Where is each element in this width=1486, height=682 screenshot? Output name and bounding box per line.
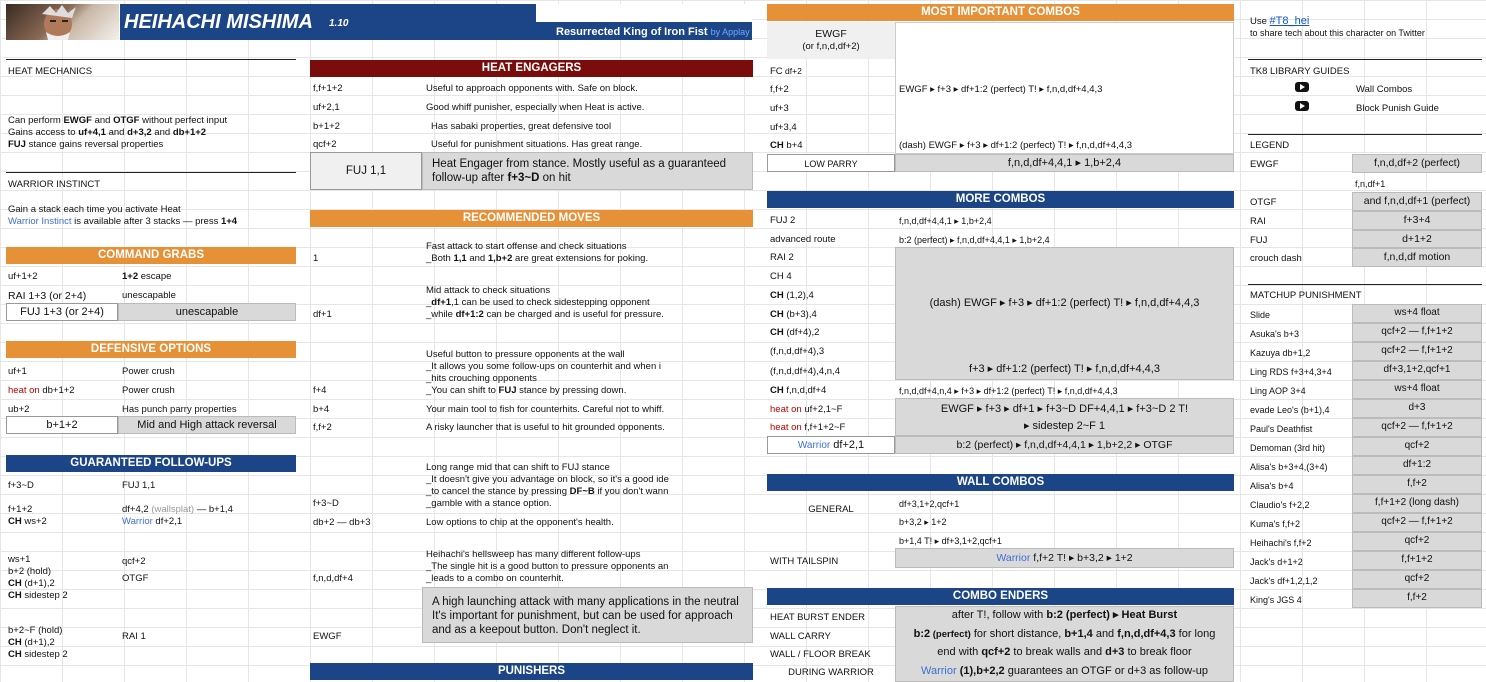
ce-r2b: b:2 (perfect) for short distance, b+1,4 and f,n,d,df+4,3 for long [913,628,1216,640]
gf-r3b: b+2 (hold) [8,566,52,577]
mc-big-box [895,247,1234,380]
warrior-l2: Warrior Instinct is available after 3 stacks — press 1+4 [8,216,238,227]
ce-r3a: WALL / FLOOR BREAK [770,649,871,660]
matchup-key: Slide [1250,310,1271,320]
legend-key: EWGF [1250,159,1279,170]
mc-big: (dash) EWGF ▸ f+3 ▸ df+1:2 (perfect) T! ▸ f,n,d,df+4,4,3 [929,297,1200,309]
matchup-value: qcf+2 — f,f+1+2 [1381,516,1453,527]
rec-m8c: _leads to a combo on counterhit. [426,573,564,584]
warrior-title: WARRIOR INSTINCT [8,179,101,190]
matchup-key: Jack's df+1,2,1,2 [1250,576,1318,586]
rec-m6c: _to cancel the stance by pressing DF~B if you don't wann [426,486,669,497]
mic-r4: uf+3,4 [770,122,797,133]
matchup-value: ws+4 float [1394,307,1440,318]
gf-r1a: f+3~D [8,480,34,491]
mc-r4: CH 4 [770,271,792,282]
matchup-value: ws+4 float [1394,383,1440,394]
more-combos-header: MORE COMBOS [767,191,1234,208]
wall-combos-header: WALL COMBOS [767,474,1234,491]
matchup-key: Demoman (3rd hit) [1250,443,1326,453]
heat-mech-l1: Can perform EWGF and OTGF without perfect input [8,115,228,126]
mic-h2: (or f,n,d,df+2) [802,41,860,52]
gf-r2b: CH ws+2 [8,516,47,527]
matchup-value: f,f+1+2 (long dash) [1375,497,1459,508]
mic-r5: CH b+4 [770,140,803,151]
mc-h2: ▸ sidestep 2~F 1 [1023,420,1106,432]
title-bar-blank [536,4,752,22]
ce-r1b: after T!, follow with b:2 (perfect) ▸ Heat Burst [951,609,1178,621]
subtitle [556,26,750,38]
rec-m2c: _while df+1:2 can be charged and is useful for pressure. [426,309,664,320]
he-r5b: Heat Engager from stance. Mostly useful as a guaranteed [432,158,727,170]
rec-m5: f,f+2 [313,422,332,433]
portrait [6,4,119,40]
mc-r2a: advanced route [770,234,836,245]
matchup-value: qcf+2 [1404,535,1430,546]
gf-r3g: qcf+2 [122,556,146,567]
divider [1248,59,1482,60]
heat-engagers-header: HEAT ENGAGERS [310,60,753,77]
matchup-value: f,f+2 [1407,478,1427,489]
rec-m5a: A risky launcher that is useful to hit grounded opponents. [426,422,665,433]
rec-m6: f+3~D [313,498,339,509]
mic-header: MOST IMPORTANT COMBOS [767,4,1234,21]
matchup-value: df+3,1+2,qcf+1 [1383,364,1451,375]
rec-m2a: Mid attack to check situations [426,285,551,296]
matchup-value: qcf+2 [1404,573,1430,584]
rec-m4a: Your main tool to fish for counterhits. Careful not to whiff. [426,404,665,415]
command-grabs-header: COMMAND GRABS [6,247,296,264]
mc-r7: CH (df+4),2 [770,327,820,338]
def-r3b: Has punch parry properties [122,404,237,415]
mic-c1: EWGF ▸ f+3 ▸ df+1:2 (perfect) T! ▸ f,n,d,df+4,4,3 [899,84,1103,95]
mc-r13c: b:2 (perfect) ▸ f,n,d,df+4,4,1 ▸ 1,b+2,2 ▸ OTGF [956,439,1173,451]
gf-r2a: f+1+2 [8,504,33,515]
punishers-header: PUNISHERS [310,663,753,680]
ce-r4a: DURING WARRIOR [788,667,874,678]
combo-enders-header: COMBO ENDERS [767,588,1234,605]
wc-general: GENERAL [808,504,854,515]
rec-m3a: Useful button to pressure opponents at the wall [426,349,625,360]
he-r5c: follow-up after f+3~D on hit [432,172,571,184]
mc-r1b: f,n,d,df+4,4,1 ▸ 1,b+2,4 [899,216,992,226]
rec-m6a: Long range mid that can shift to FUJ stance [426,462,610,473]
guide-wall-combos[interactable]: Wall Combos [1356,84,1413,95]
matchup-key: Ling RDS f+3+4,3+4 [1250,367,1332,377]
mic-r2: f,f+2 [770,84,789,95]
rec-m2b: _df+1,1 can be used to check sidestepping opponent [426,297,650,308]
mc-r12: heat on f,f+1+2~F [770,422,846,433]
rec-m7: db+2 — db+3 [313,517,371,528]
gf-r4a: b+2~F (hold) [8,625,63,636]
recommended-header: RECOMMENDED MOVES [310,210,753,227]
he-r1b: Useful to approach opponents with. Safe on block. [426,83,638,94]
he-r5a: FUJ 1,1 [345,165,387,177]
heat-mech-title: HEAT MECHANICS [8,66,93,77]
matchup-value: qcf+2 — f,f+1+2 [1381,421,1453,432]
hashtag-link[interactable]: #T8_hei [1269,15,1310,27]
guaranteed-header: GUARANTEED FOLLOW-UPS [6,455,296,472]
rec-m1a: Fast attack to start offense and check situations [426,241,627,252]
mc-r8: (f,n,d,df+4),3 [770,346,825,357]
def-r2c: Power crush [122,385,175,396]
def-r3a: ub+2 [8,404,30,415]
mc-big2: f+3 ▸ df+1:2 (perfect) T! ▸ f,n,d,df+4,4,3 [969,363,1160,375]
ce-r2a: WALL CARRY [770,631,831,642]
grab-r3b: unescapable [175,306,239,318]
rec-m8: f,n,d,df+4 [313,573,353,584]
ce-r4b: Warrior (1),b+2,2 guarantees an OTGF or d+3 as follow-up [921,665,1208,677]
mic-lpc: f,n,d,df+4,4,1 ▸ 1,b+2,4 [1007,157,1122,169]
mc-r10a: CH f,n,d,df+4 [770,385,827,396]
youtube-icon[interactable] [1295,82,1309,92]
gf-r4b: CH (d+1),2 [8,637,55,648]
youtube-icon[interactable] [1295,101,1309,111]
mc-r3: RAI 2 [770,252,794,263]
he-r3a: b+1+2 [313,121,340,132]
ce-r1a: HEAT BURST ENDER [770,612,866,623]
legend-key: crouch dash [1250,253,1302,264]
matchup-value: df+1:2 [1402,459,1432,470]
rec-m6d: _gamble with a stance option. [426,498,552,509]
rec-m3d: _You can shift to FUJ stance by pressing down. [426,385,627,396]
gf-r4f: RAI 1 [122,631,146,642]
rec-m1b: _Both 1,1 and 1,b+2 are great extensions for poking. [426,253,649,264]
wc-tailspin: WITH TAILSPIN [770,556,839,567]
matchup-key: Paul's Deathfist [1250,424,1313,434]
grab-r3a: FUJ 1+3 (or 2+4) [20,306,104,318]
portrait-image [6,4,119,40]
gf-r2d: df+4,2 (wallsplat) — b+1,4 [122,504,233,515]
rec-m9: EWGF [313,631,342,642]
grab-r1b: 1+2 escape [122,271,172,282]
heat-mech-l3: FUJ stance gains reversal properties [8,139,164,150]
mic-r1: FC df+2 [770,66,802,77]
rec-m3c: _hits crouching opponents [426,373,537,384]
use-line: Use #T8_hei [1250,15,1310,27]
grab-r2a: RAI 1+3 (or 2+4) [8,290,87,302]
wc-t2: Warrior f,f+2 T! ▸ b+3,2 ▸ 1+2 [996,552,1133,564]
wc-g2: b+3,2 ▸ 1+2 [899,517,947,527]
he-r2a: uf+2,1 [313,102,340,113]
library-title: TK8 LIBRARY GUIDES [1250,66,1350,77]
he-r4a: qcf+2 [313,139,337,150]
divider [1248,134,1482,135]
mc-h1: EWGF ▸ f+3 ▸ df+1 ▸ f+3~D DF+4,4,1 ▸ f+3~D 2 T! [940,403,1189,415]
legend-value: f,n,df+1 [1355,179,1386,189]
matchup-value: d+3 [1408,402,1426,413]
matchup-value: qcf+2 [1404,440,1430,451]
matchup-title: MATCHUP PUNISHMENT [1250,290,1362,301]
rec-m3: f+4 [313,385,327,396]
matchup-key: Ling AOP 3+4 [1250,386,1306,396]
rec-m7a: Low options to chip at the opponent's health. [426,517,614,528]
legend-value: f+3+4 [1403,214,1431,226]
wc-t1: b+1,4 T! ▸ df+3,1+2,qcf+1 [899,536,1002,546]
rec-m9b: It's important for punishment, but can be used for approach [432,610,733,622]
legend-value: and f,n,d,df+1 (perfect) [1363,195,1471,207]
mic-lp: LOW PARRY [804,159,858,169]
matchup-key: Jack's d+1+2 [1250,557,1303,567]
mic-r3: uf+3 [770,103,789,114]
gf-r3c: CH (d+1),2 [8,578,55,589]
legend-value: f,n,d,df motion [1383,251,1451,263]
he-r2b: Good whiff punisher, especially when Heat is active. [426,102,645,113]
legend-value: f,n,d,df+2 (perfect) [1373,157,1461,169]
def-r2a: heat on db+1+2 [8,385,75,396]
defensive-header: DEFENSIVE OPTIONS [6,341,296,358]
rec-m3b: _It allows you some follow-ups on counterhit and when i [426,361,661,372]
rec-m8b: _The single hit is a good button to pressure opponents an [426,561,669,572]
matchup-key: Asuka's b+3 [1250,329,1299,339]
matchup-key: Heihachi's f,f+2 [1250,538,1312,548]
def-r1b: Power crush [122,366,175,377]
divider [6,172,296,173]
rec-m1: 1 [313,253,319,264]
gf-r4d: CH sidestep 2 [8,649,68,660]
matchup-key: King's JGS 4 [1250,595,1302,605]
ce-r3b: end with qcf+2 to break walls and d+3 to break floor [937,646,1192,658]
def-r4b: Mid and High attack reversal [137,419,277,431]
gf-r2g: Warrior df+2,1 [122,516,183,527]
rec-m6b: _It doesn't give you advantage on block, so it's a good ide [426,474,669,485]
legend-key: OTGF [1250,197,1277,208]
gf-r3h: OTGF [122,573,149,584]
mc-r6: CH (b+3),4 [770,309,817,320]
mc-r5: CH (1,2),4 [770,290,814,301]
guide-block-punish[interactable]: Block Punish Guide [1356,103,1439,114]
matchup-key: Alisa's b+3+4,(3+4) [1250,462,1328,472]
matchup-value: f,f+1+2 [1401,554,1433,565]
mc-r13a: Warrior df+2,1 [797,439,865,451]
rec-m8a: Heihachi's hellsweep has many different follow-ups [426,549,641,560]
warrior-l1: Gain a stack each time you activate Heat [8,204,181,215]
rec-m9a: A high launching attack with many applications in the neutral [432,596,739,608]
matchup-key: Alisa's b+4 [1250,481,1294,491]
he-r4b: Useful for punishment situations. Has great range. [431,139,643,150]
he-r3b: Has sabaki properties, great defensive tool [431,121,612,132]
matchup-key: Kazuya db+1,2 [1250,348,1311,358]
mic-c2: (dash) EWGF ▸ f+3 ▸ df+1:2 (perfect) T! ▸ f,n,d,df+4,4,3 [899,140,1132,151]
wc-g1: df+3,1+2,qcf+1 [899,499,960,509]
mc-r9: (f,n,d,df+4),4,n,4 [770,366,840,377]
divider [6,59,296,60]
page-title: HEIHACHI MISHIMA [124,11,313,33]
gf-r1b: FUJ 1,1 [122,480,156,491]
matchup-key: Claudio's f+2,2 [1250,500,1310,510]
mc-r10c: f,n,d,df+4,n,4 ▸ f+3 ▸ df+1:2 (perfect) T! ▸ f,n,d,df+4,4,3 [899,386,1118,396]
matchup-value: f,f+2 [1407,592,1427,603]
heat-mech-l2: Gains access to uf+4,1 and d+3,2 and db+1+2 [8,127,207,138]
author: by Applay [710,27,750,37]
def-r4a: b+1+2 [46,419,78,431]
he-r1a: f,f+1+2 [313,83,343,94]
grab-r2b: unescapable [122,290,176,301]
version: 1.10 [329,18,349,29]
mc-r1a: FUJ 2 [770,215,796,226]
mic-h1: EWGF [815,28,847,40]
mc-r2b: b:2 (perfect) ▸ f,n,d,df+4,4,1 ▸ 1,b+2,4 [899,235,1050,245]
matchup-value: qcf+2 — f,f+1+2 [1381,345,1453,356]
matchup-key: Kuma's f,f+2 [1250,519,1300,529]
legend-key: RAI [1250,216,1266,227]
rec-m2: df+1 [313,309,332,320]
rec-m4: b+4 [313,404,330,415]
subtitle-text: Resurrected King of Iron Fist [556,26,708,38]
grab-r1a: uf+1+2 [8,271,38,282]
gf-r3e: CH sidestep 2 [8,590,68,601]
use-line2: to share tech about this character on Twitter [1250,28,1425,38]
legend-value: d+1+2 [1402,233,1432,245]
def-r1a: uf+1 [8,366,27,377]
legend-key: FUJ [1250,235,1268,246]
divider [1248,284,1482,285]
legend-title: LEGEND [1250,140,1290,151]
matchup-key: evade Leo's (b+1),4 [1250,405,1330,415]
rec-m9c: and as a keepout button. Don't neglect it. [432,624,641,636]
matchup-value: qcf+2 — f,f+1+2 [1381,326,1453,337]
gf-r3a: ws+1 [8,554,31,565]
mc-r11: heat on uf+2,1~F [770,404,843,415]
